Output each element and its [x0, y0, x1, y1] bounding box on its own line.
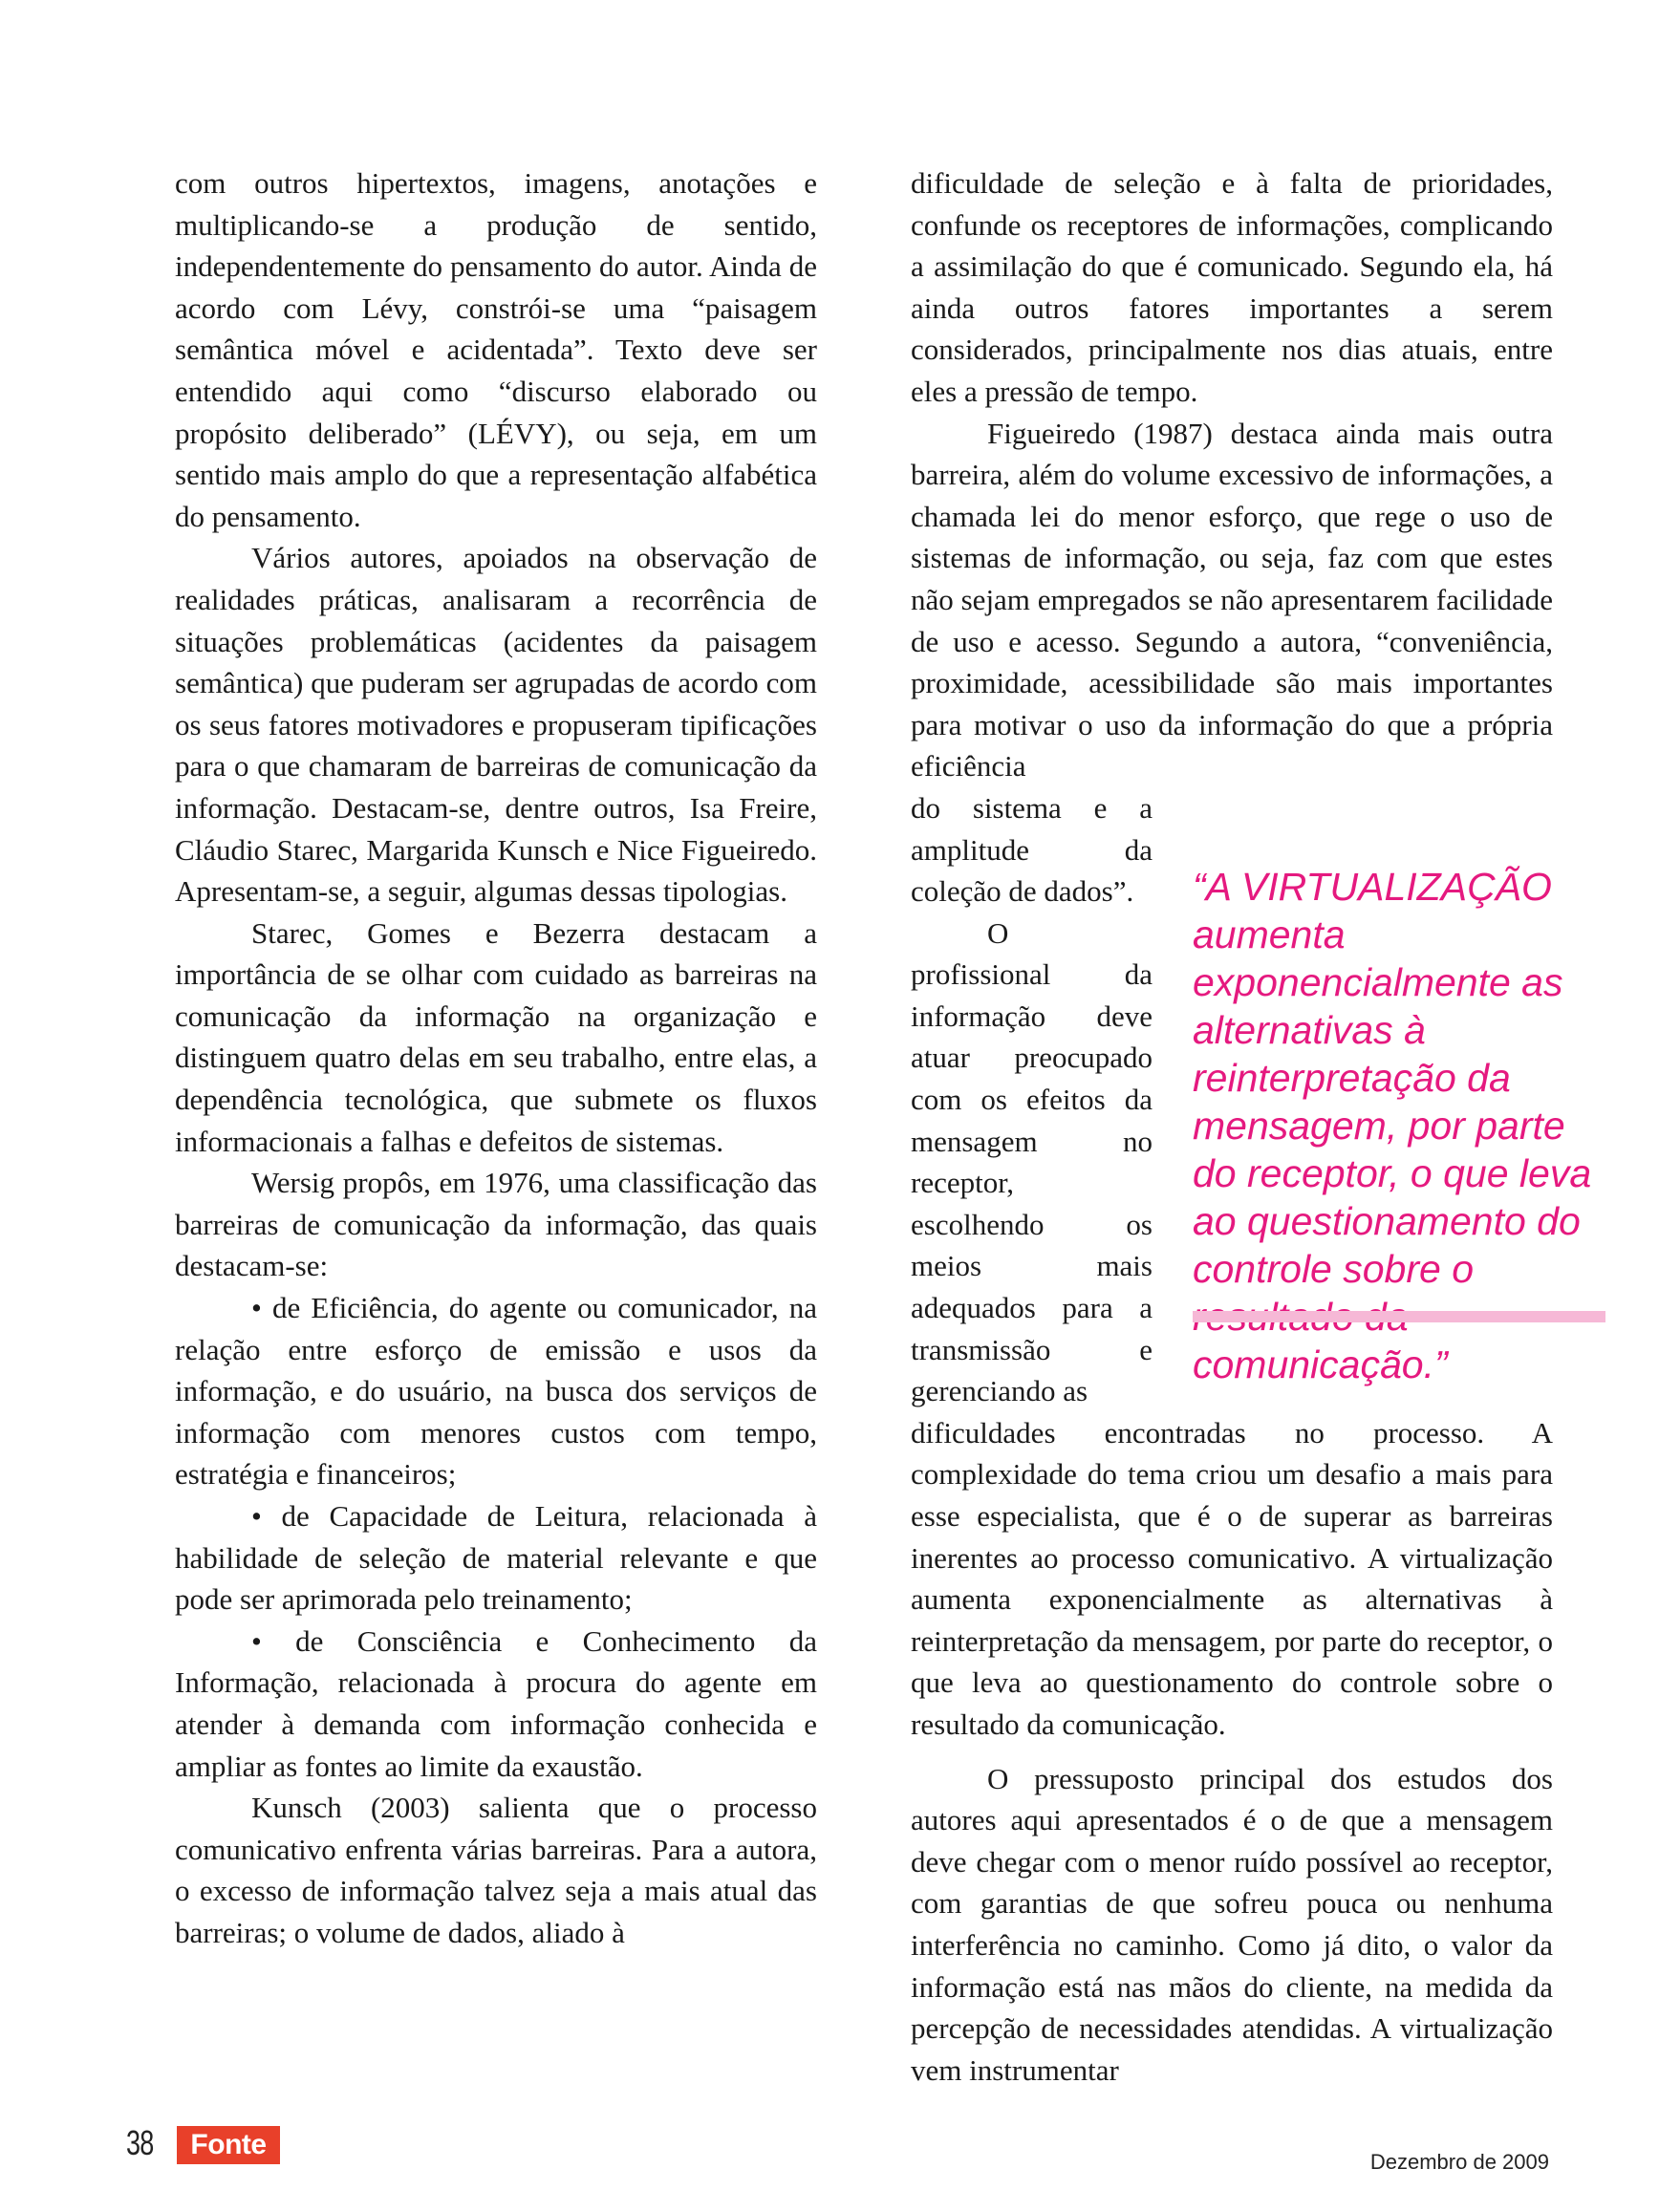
left-column	[175, 162, 817, 1954]
paragraph-continuation: dificuldades encontradas no processo. A complexidade do tema criou um desafio a mais para esse especialista, que é o de superar as barreiras inerentes ao processo comunicativo. A virtualização aumenta exponencialmente as alternativas à reinterpretação da mensagem, por parte do receptor, o que leva ao questionamento do controle sobre o resultado da comunicação.	[911, 1415, 1553, 1741]
magazine-logo: Fonte	[177, 2126, 280, 2164]
wrapped-text-block	[911, 787, 1153, 1412]
paragraph: Figueiredo (1987) destaca ainda mais outra barreira, além do volume excessivo de informações, a chamada lei do menor esforço, que rege o uso de sistemas de informação, ou seja, faz com que estes não sejam empregados se não apresentarem facilidade de uso e acesso. Segundo a autora, “conveniência, proximidade, acessibilidade são mais importantes para motivar o uso da informação do que a própria eficiência	[911, 416, 1553, 784]
pull-quote: “A VIRTUALIZAÇÃO aumenta exponencialmente as alternativas à reinterpretação da mensagem, por parte do receptor, o que leva ao questionamento do controle sobre o comunicação.”	[1193, 865, 1592, 1386]
paragraph: Vários autores, apoiados na observação de realidades práticas, analisaram a recorrência de situações problemáticas (acidentes da paisagem semântica) que puderam ser agrupadas de acordo com os seus fatores motivadores e propuseram tipificações para o que chamaram de barreiras de comunicação da informação. Destacam-se, dentre outros, Isa Freire, Cláudio Starec, Margarida Kunsch e Nice Figueiredo. Apresentam-se, a seguir, algumas dessas tipologias.	[175, 541, 817, 909]
paragraph: Starec, Gomes e Bezerra destacam a importância de se olhar com cuidado as barreiras na comunicação da informação na organização e distinguem quatro delas em seu trabalho, entre elas, a dependência tecnológica, que submete os fluxos informacionais a falhas e defeitos de sistemas.	[175, 915, 817, 1158]
pull-quote-underline	[1193, 1311, 1605, 1322]
issue-date: Dezembro de 2009	[1369, 2150, 1549, 2174]
bullet-item: • de Capacidade de Leitura, relacionada à habilidade de seleção de material relevante e que pode ser aprimorada pelo treinamento;	[175, 1499, 817, 1617]
page-number: 38	[126, 2123, 154, 2162]
bullet-item: • de Eficiência, do agente ou comunicador, na relação entre esforço de emissão e usos da informação, e do usuário, na busca dos serviços de informação com menores custos com tempo, estratégia e financeiros;	[175, 1291, 817, 1492]
paragraph: Kunsch (2003) salienta que o processo comunicativo enfrenta várias barreiras. Para a autora, o excesso de informação talvez seja a mais atual das barreiras; o volume de dados, aliado à	[175, 1791, 817, 1949]
bullet-item: • de Consciência e Conhecimento da Informação, relacionada à procura do agente em atender à demanda com informação conhecida e ampliar as fontes ao limite da exaustão.	[175, 1623, 817, 1783]
paragraph: O pressuposto principal dos estudos dos autores aqui apresentados é o de que a mensagem deve chegar com o menor ruído possível ao receptor, com garantias de que sofreu pouca ou nenhuma interferência no caminho. Como já dito, o valor da informação está nas mãos do cliente, na medida da percepção de necessidades atendidas. A virtualização vem instrumentar	[911, 1761, 1553, 2087]
paragraph: dificuldade de seleção e à falta de prioridades, confunde os receptores de informações, complicando a assimilação do que é comunicado. Segundo ela, há ainda outros fatores importantes a serem considerados, principalmente nos dias atuais, entre eles a pressão de tempo.	[911, 166, 1553, 408]
paragraph: O profissional da informação deve atuar preocupado com os efeitos da mensagem no receptor, escolhendo os meios mais adequados para a transmissão e gerenciando as	[911, 915, 1153, 1408]
paragraph: Wersig propôs, em 1976, uma classificação das barreiras de comunicação da informação, das quais destacam-se:	[175, 1166, 817, 1283]
paragraph-continuation: do sistema e a amplitude da coleção de dados”.	[911, 790, 1153, 909]
paragraph: com outros hipertextos, imagens, anotações e multiplicando-se a produção de sentido, independentemente do pensamento do autor. Ainda de acordo com Lévy, constrói-se uma “paisagem semântica móvel e acidentada”. Texto deve ser entendido aqui como “discurso elaborado ou propósito deliberado” (LÉVY), ou seja, em um sentido mais amplo do que a representação alfabética do pensamento.	[175, 166, 817, 533]
